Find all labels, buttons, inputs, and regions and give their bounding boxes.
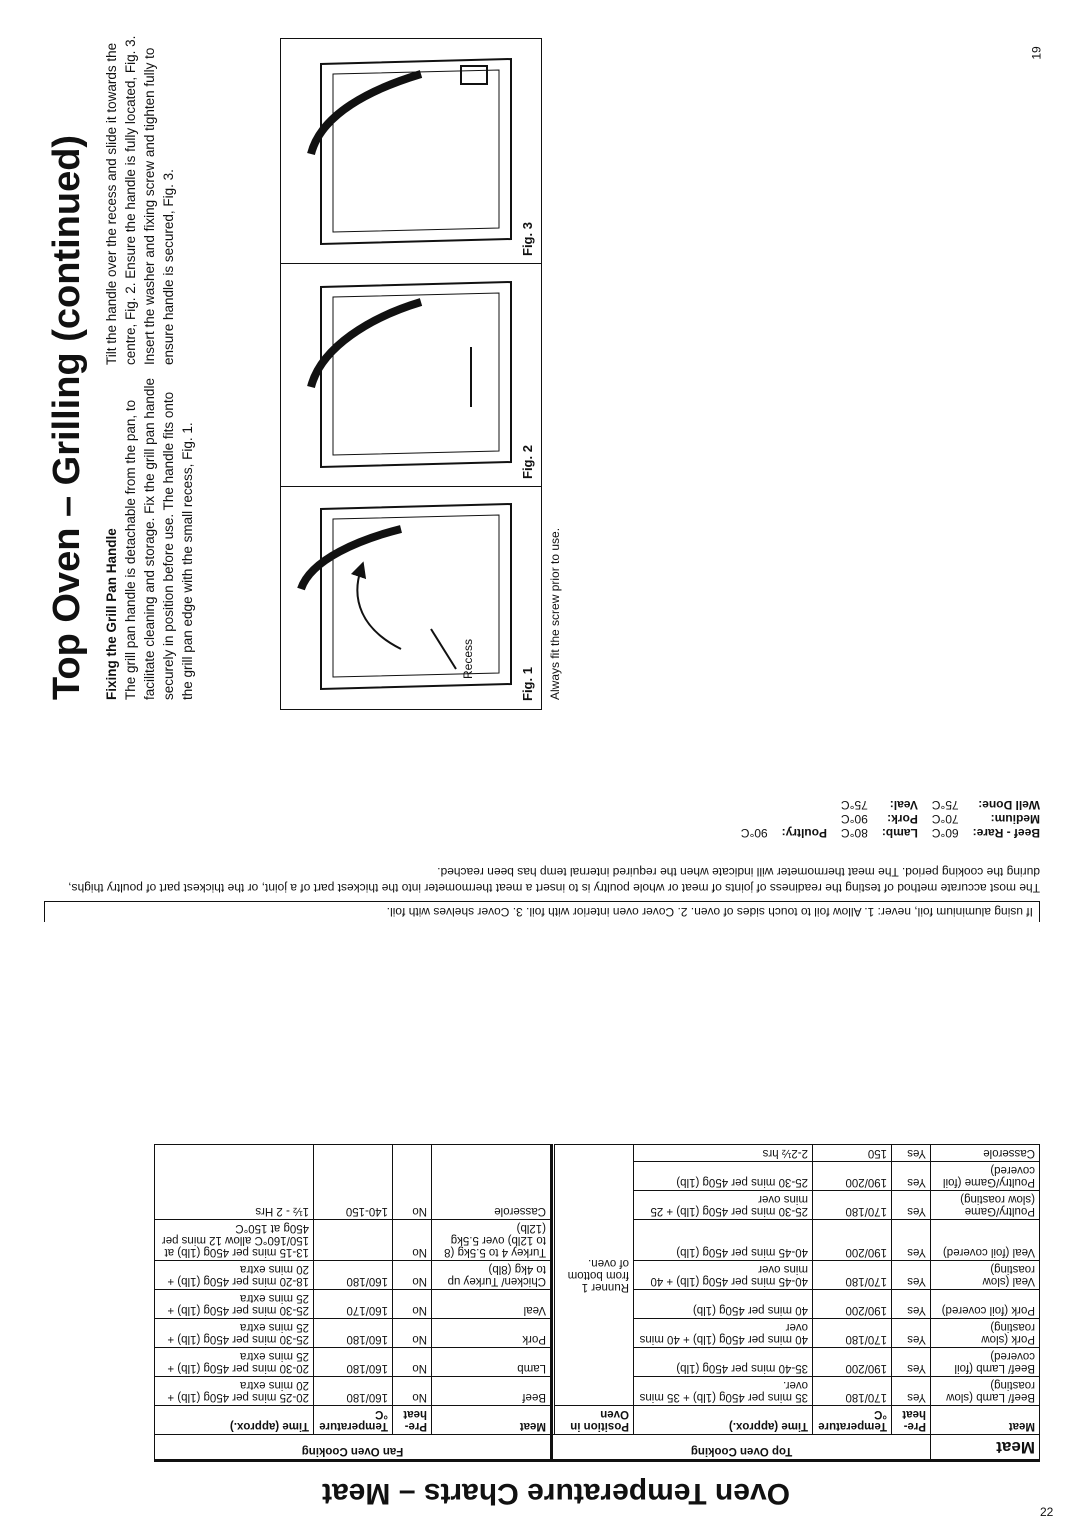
fan-header-temperature: Temperature °C [314, 1406, 393, 1435]
figure-2 [281, 263, 541, 487]
fan-oven-heading: Fan Oven Cooking [155, 1435, 552, 1461]
top-time-cell: 40 mins per 450g (1lb) + 40 mins over [634, 1319, 813, 1348]
top-preheat-cell: Yes [892, 1290, 931, 1319]
top-time-cell: 35-40 mins per 450g (1lb) [634, 1348, 813, 1377]
top-temp-cell: 190/200 [813, 1162, 892, 1191]
temp-label: Medium: [990, 812, 1040, 826]
temp-row [727, 812, 1040, 826]
top-preheat-cell: Yes [892, 1377, 931, 1406]
fan-temp-cell: 140-150 [314, 1145, 393, 1220]
fan-meat-cell: Beef [432, 1377, 552, 1406]
header-meat: Meat [931, 1406, 1040, 1435]
figures-box [280, 38, 542, 710]
fan-preheat-cell: No [393, 1261, 432, 1290]
top-time-cell: 2-2½ hrs [634, 1145, 813, 1162]
fan-preheat-cell: No [393, 1145, 432, 1220]
foil-warning: If using aluminium foil, never: 1. Allow foil to touch sides of oven. 2. Cover oven interior with foil. 3. Cover shelves with foil. [44, 901, 1040, 922]
top-preheat-cell: Yes [892, 1145, 931, 1162]
temp-value: 90°C [841, 812, 868, 826]
top-meat-cell: Casserole [931, 1145, 1040, 1162]
fan-temp-cell: 160/180 [314, 1261, 393, 1290]
grilling-title: Top Oven – Grilling (continued) [46, 134, 88, 700]
top-preheat-cell: Yes [892, 1319, 931, 1348]
temp-value: 70°C [931, 812, 959, 826]
fixing-heading: Fixing the Grill Pan Handle [104, 528, 119, 700]
fan-meat-cell: Pork [432, 1319, 552, 1348]
top-time-cell: 35 mins per 450g (1lb) + 35 mins over. [634, 1377, 813, 1406]
tilt-instructions [102, 35, 178, 365]
temp-row [727, 798, 1040, 812]
top-time-cell: 25-30 mins per 450g (1lb) + 25 mins over [634, 1191, 813, 1220]
top-temp-cell: 190/200 [813, 1290, 892, 1319]
grilling-section [40, 30, 1040, 710]
fan-preheat-cell: No [393, 1348, 432, 1377]
screw-note: Always fit the screw prior to use. [548, 527, 562, 700]
top-meat-cell: Beef/ Lamb (slow roasting) [931, 1377, 1040, 1406]
top-meat-cell: Pork (slow roasting) [931, 1319, 1040, 1348]
header-time: Time (approx.) [634, 1406, 813, 1435]
temp-label: Veal: [889, 798, 918, 812]
figure-1 [281, 486, 541, 709]
page-number-22: 22 [1040, 1505, 1054, 1519]
temp-value: 90°C [740, 826, 768, 840]
fan-time-cell: 25-30 mins per 450g (1lb) + 25 mins extra [155, 1319, 314, 1348]
fig1-label: Fig. 1 [520, 667, 535, 701]
fan-meat-cell: Chicken/ Turkey up to 4kg (8lb) [432, 1261, 552, 1290]
temp-label: Beef - Rare: [972, 826, 1040, 840]
top-meat-cell: Poultry/Game (foil covered) [931, 1162, 1040, 1191]
top-meat-cell: Pork (foil covered) [931, 1290, 1040, 1319]
tilt-text: Tilt the handle over the recess and slide it towards the centre, Fig. 2. Ensure the handle is fully located, Fig. 3. Insert the washer and fixing screw and tighten fully to ensure handle is secured, Fig. 3. [104, 35, 176, 365]
fan-meat-cell: Turkey 4 to 5.5kg (8 to 12lb) over 5.5kg (12lb) [432, 1220, 552, 1261]
top-temp-cell: 190/200 [813, 1220, 892, 1261]
top-temp-cell: 170/180 [813, 1191, 892, 1220]
fig3-label: Fig. 3 [520, 222, 535, 256]
fan-time-cell: 13-15 mins per 450g (1lb) at 150/160°C allow 12 mins per 450g at 150°C [155, 1220, 314, 1261]
page-number-19: 19 [1029, 46, 1044, 60]
recess-label: Recess [461, 638, 475, 679]
top-time-cell: 40-45 mins per 450g (1lb) + 40 mins over [634, 1261, 813, 1290]
top-preheat-cell: Yes [892, 1261, 931, 1290]
temp-label: Well Done: [978, 798, 1040, 812]
top-temp-cell: 190/200 [813, 1348, 892, 1377]
temp-value: 80°C [841, 826, 868, 840]
fan-temp-cell: 160/180 [314, 1348, 393, 1377]
top-time-cell: 40-45 mins per 450g (1lb) [634, 1220, 813, 1261]
meat-section-label: Meat [931, 1435, 1040, 1461]
temp-row [727, 826, 1040, 840]
fan-time-cell: 20-30 mins per 450g (1lb) + 25 mins extra [155, 1348, 314, 1377]
grill-pan-illustration-fig2 [281, 264, 539, 487]
temp-label: Pork: [887, 812, 918, 826]
position-cell: Runner 1 from bottom of oven. [555, 1145, 634, 1406]
fan-preheat-cell: No [393, 1290, 432, 1319]
fixing-text: The grill pan handle is detachable from the pan, to facilitate cleaning and storage. Fix the grill pan handle securely in position before use. The handle fits onto the grill pan edge with the small recess, Fig. 1. [123, 378, 195, 700]
fan-meat-cell: Lamb [432, 1348, 552, 1377]
fan-meat-cell: Casserole [432, 1145, 552, 1220]
fixing-instructions [102, 370, 197, 700]
top-preheat-cell: Yes [892, 1348, 931, 1377]
temp-label [768, 798, 827, 812]
grill-pan-illustration-fig3 [281, 39, 539, 264]
fan-temp-cell: 160/170 [314, 1290, 393, 1319]
internal-temperatures [727, 798, 1040, 840]
header-temperature: Temperature °C [813, 1406, 892, 1435]
top-preheat-cell: Yes [892, 1220, 931, 1261]
temp-value [727, 798, 768, 812]
fan-preheat-cell: No [393, 1220, 432, 1261]
meat-chart-section [40, 790, 1040, 1510]
top-meat-cell: Veal (foil covered) [931, 1220, 1040, 1261]
fan-preheat-cell: No [393, 1319, 432, 1348]
fan-time-cell: 20-25 mins per 450g (1lb) + 20 mins extra [155, 1377, 314, 1406]
fan-temp-cell: 160/180 [314, 1319, 393, 1348]
top-temp-cell: 170/180 [813, 1261, 892, 1290]
fan-temp-cell [314, 1220, 393, 1261]
top-meat-cell: Poultry/Game (slow roasting) [931, 1191, 1040, 1220]
meat-chart-title: Oven Temperature Charts – Meat [322, 1477, 790, 1510]
temp-value: 60°C [931, 826, 959, 840]
top-preheat-cell: Yes [892, 1162, 931, 1191]
top-meat-cell: Beef/ Lamb (foil covered) [931, 1348, 1040, 1377]
header-preheat: Pre-heat [892, 1406, 931, 1435]
top-meat-cell: Veal (slow roasting) [931, 1261, 1040, 1290]
temp-label [768, 812, 827, 826]
fan-header-time: Time (approx.) [155, 1406, 314, 1435]
fig2-label: Fig. 2 [520, 445, 535, 479]
top-preheat-cell: Yes [892, 1191, 931, 1220]
temp-value: 75°C [931, 798, 959, 812]
header-position: Position in Oven [555, 1406, 634, 1435]
fan-time-cell: 18-20 mins per 450g (1lb) + 20 mins extra [155, 1261, 314, 1290]
fan-header-meat: Meat [432, 1406, 552, 1435]
fan-temp-cell: 160/180 [314, 1377, 393, 1406]
figure-3 [281, 39, 541, 264]
meat-temperature-table [154, 1144, 1040, 1462]
temp-value: 75°C [841, 798, 868, 812]
top-temp-cell: 170/180 [813, 1319, 892, 1348]
table-row [155, 1377, 1040, 1406]
fan-time-cell: 1½ - 2 Hrs [155, 1145, 314, 1220]
screw-icon [461, 66, 487, 84]
temp-value [727, 812, 768, 826]
top-temp-cell: 150 [813, 1145, 892, 1162]
temp-label: Lamb: [881, 826, 918, 840]
thermometer-text: The most accurate method of testing the readiness of joints of meat or whole poultry is to insert a meat thermometer into the thickest part of a joint, or the thickest part of poultry thighs, during the cooking period. The meat thermometer will indicate when the required internal temp has been reached. [68, 865, 1040, 895]
top-time-cell: 25-30 mins per 450g (1lb) [634, 1162, 813, 1191]
fan-time-cell: 25-30 mins per 450g (1lb) + 25 mins extra [155, 1290, 314, 1319]
grill-pan-illustration-fig1 [281, 487, 539, 709]
top-time-cell: 40 mins per 450g (1lb) [634, 1290, 813, 1319]
temp-label: Poultry: [781, 826, 828, 840]
fan-preheat-cell: No [393, 1377, 432, 1406]
fan-meat-cell: Veal [432, 1290, 552, 1319]
top-oven-heading: Top Oven Cooking [552, 1435, 931, 1461]
fan-header-preheat: Pre-heat [393, 1406, 432, 1435]
top-temp-cell: 170/180 [813, 1377, 892, 1406]
